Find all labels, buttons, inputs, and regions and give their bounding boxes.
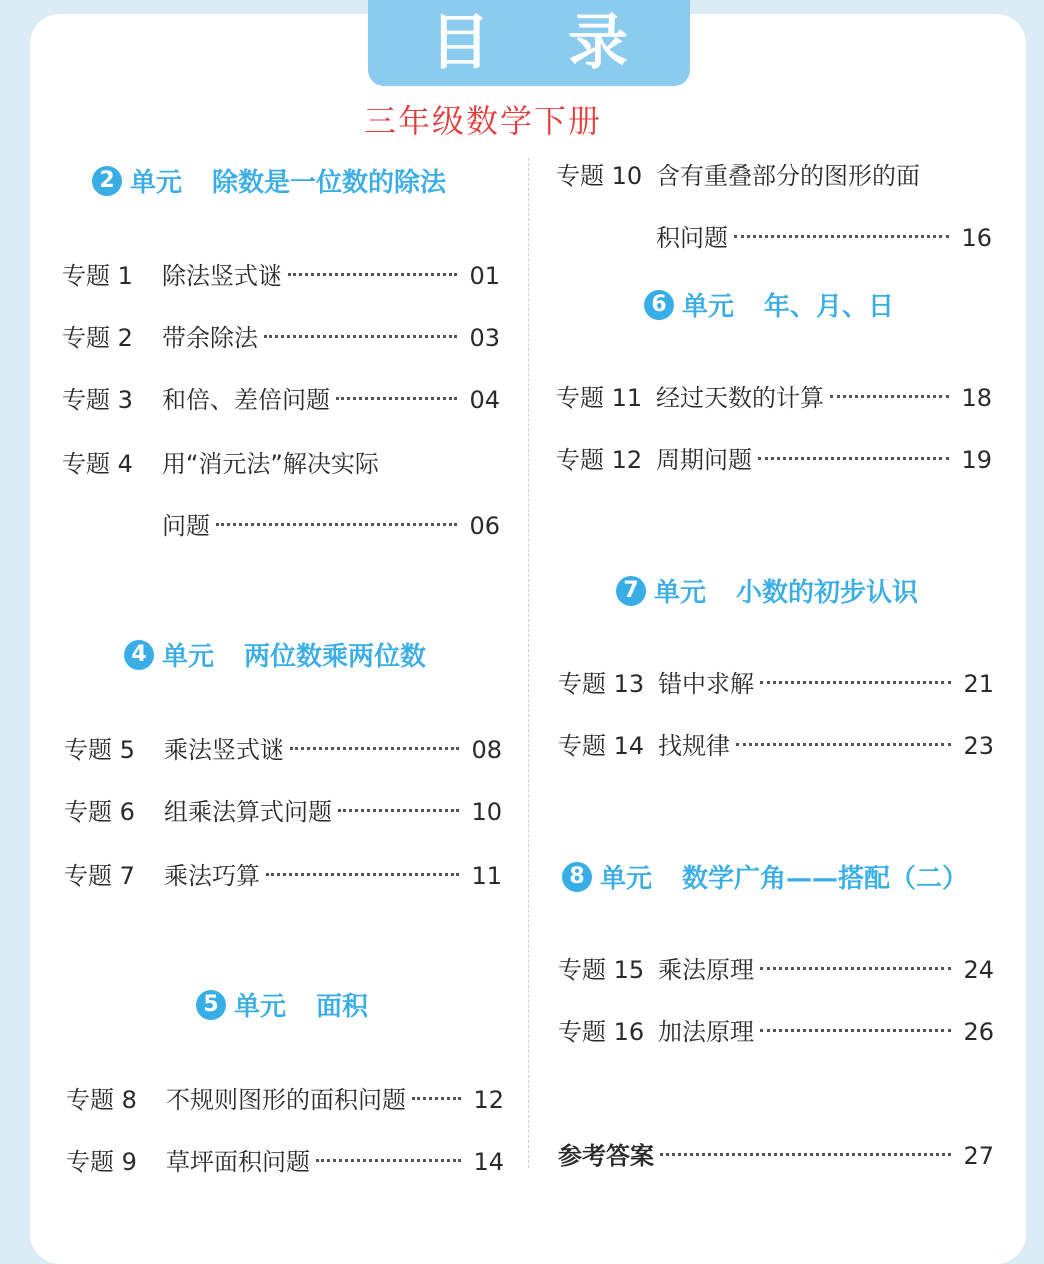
entry-title: 不规则图形的面积问题 [166, 1086, 406, 1114]
entry-page: 12 [473, 1086, 504, 1114]
entry-label: 专题 16 [558, 1018, 645, 1046]
entry-title: 乘法原理 [658, 956, 754, 984]
entry-page: 11 [471, 862, 502, 890]
dot-leader [760, 681, 951, 684]
entry-title: 和倍、差倍问题 [162, 386, 330, 414]
unit-label: 单元 [130, 168, 183, 198]
toc-entry[interactable] [556, 378, 992, 412]
dot-leader [736, 743, 951, 746]
unit-name: 年、月、日 [764, 292, 895, 322]
toc-entry[interactable] [66, 1080, 504, 1114]
unit-label: 单元 [654, 578, 707, 608]
entry-page: 10 [471, 798, 502, 826]
entry-label: 专题 5 [64, 736, 135, 764]
entry-page: 03 [469, 324, 500, 352]
entry-title: 错中求解 [658, 670, 754, 698]
title-char: 目 [430, 8, 490, 78]
entry-title: 乘法巧算 [164, 862, 260, 890]
dot-leader [338, 809, 459, 812]
entry-label: 专题 8 [66, 1086, 137, 1114]
entry-title: 加法原理 [658, 1018, 754, 1046]
entry-page: 19 [961, 446, 992, 474]
entry-title: 周期问题 [656, 446, 752, 474]
toc-entry[interactable] [66, 1142, 504, 1176]
entry-page: 08 [471, 736, 502, 764]
entry-title: 草坪面积问题 [166, 1148, 310, 1176]
unit-heading [562, 858, 968, 895]
entry-title: 除法竖式谜 [162, 262, 282, 290]
unit-name: 小数的初步认识 [736, 578, 919, 608]
toc-entry[interactable] [64, 730, 502, 764]
entry-page: 26 [963, 1018, 994, 1046]
dot-leader [412, 1097, 461, 1100]
entry-label: 专题 9 [66, 1148, 137, 1176]
dot-leader [830, 395, 949, 398]
toc-entry[interactable] [556, 440, 992, 474]
entry-page: 14 [473, 1148, 504, 1176]
entry-title: 经过天数的计算 [656, 384, 824, 412]
entry-label: 专题 7 [64, 862, 135, 890]
unit-number-badge: 8 [562, 862, 592, 892]
entry-label: 专题 6 [64, 798, 135, 826]
entry-label: 专题 14 [558, 732, 645, 760]
entry-title-continuation: 积问题 [656, 224, 728, 252]
entry-page: 16 [961, 224, 992, 252]
unit-number-badge: 6 [644, 290, 674, 320]
entry-label: 专题 1 [62, 262, 133, 290]
dot-leader [264, 335, 457, 338]
entry-title-continuation: 问题 [162, 512, 210, 540]
unit-label: 单元 [682, 292, 735, 322]
toc-entry[interactable] [62, 318, 500, 352]
unit-name: 两位数乘两位数 [244, 642, 427, 672]
entry-label: 专题 13 [558, 670, 645, 698]
dot-leader [316, 1159, 461, 1162]
entry-title: 找规律 [658, 732, 730, 760]
entry-page: 01 [469, 262, 500, 290]
toc-entry[interactable] [64, 856, 502, 890]
dot-leader [288, 273, 457, 276]
unit-label: 单元 [600, 864, 653, 894]
toc-entry-answers[interactable] [558, 1136, 994, 1170]
entry-label: 专题 2 [62, 324, 133, 352]
dot-leader [760, 1029, 951, 1032]
entry-title: 带余除法 [162, 324, 258, 352]
entry-label: 专题 3 [62, 386, 133, 414]
entry-title: 用“消元法”解决实际 [162, 450, 379, 478]
unit-number-badge: 4 [124, 640, 154, 670]
unit-name: 数学广角——搭配（二） [682, 864, 969, 894]
entry-title: 含有重叠部分的图形的面 [656, 162, 920, 190]
entry-page: 18 [961, 384, 992, 412]
unit-label: 单元 [162, 642, 215, 672]
dot-leader [266, 873, 459, 876]
dot-leader [734, 235, 949, 238]
dot-leader [336, 397, 457, 400]
answers-label: 参考答案 [558, 1142, 654, 1170]
entry-page: 04 [469, 386, 500, 414]
dot-leader [760, 967, 951, 970]
entry-label: 专题 4 [62, 450, 133, 478]
toc-entry[interactable] [558, 726, 994, 760]
toc-entry-continuation[interactable] [162, 506, 500, 540]
entry-label: 专题 11 [556, 384, 643, 412]
unit-number-badge: 7 [616, 576, 646, 606]
entry-page: 06 [469, 512, 500, 540]
page-subtitle: 三年级数学下册 [363, 102, 602, 140]
title-char: 录 [568, 8, 628, 78]
dot-leader [758, 457, 949, 460]
toc-entry[interactable] [558, 664, 994, 698]
dot-leader [216, 523, 457, 526]
entry-title: 组乘法算式问题 [164, 798, 332, 826]
toc-entry-continuation[interactable] [656, 218, 992, 252]
dot-leader [660, 1153, 951, 1156]
unit-label: 单元 [234, 992, 287, 1022]
unit-name: 面积 [316, 992, 369, 1022]
unit-heading [644, 286, 894, 323]
entry-label: 专题 10 [556, 162, 643, 190]
unit-heading [616, 572, 918, 609]
column-divider [528, 158, 529, 1168]
unit-heading [124, 636, 426, 673]
toc-entry[interactable] [62, 444, 500, 478]
entry-label: 专题 15 [558, 956, 645, 984]
entry-page: 21 [963, 670, 994, 698]
toc-entry[interactable] [62, 256, 500, 290]
entry-page: 27 [963, 1142, 994, 1170]
dot-leader [290, 747, 459, 750]
entry-page: 23 [963, 732, 994, 760]
entry-label: 专题 12 [556, 446, 643, 474]
entry-title: 乘法竖式谜 [164, 736, 284, 764]
unit-name: 除数是一位数的除法 [212, 168, 447, 198]
unit-heading [92, 162, 446, 199]
toc-entry[interactable] [558, 1012, 994, 1046]
toc-entry[interactable] [64, 792, 502, 826]
title-tab [368, 0, 690, 86]
toc-entry[interactable] [558, 950, 994, 984]
toc-entry[interactable] [62, 380, 500, 414]
unit-number-badge: 2 [92, 166, 122, 196]
toc-entry[interactable] [556, 156, 996, 190]
entry-page: 24 [963, 956, 994, 984]
unit-number-badge: 5 [196, 990, 226, 1020]
unit-heading [196, 986, 368, 1023]
